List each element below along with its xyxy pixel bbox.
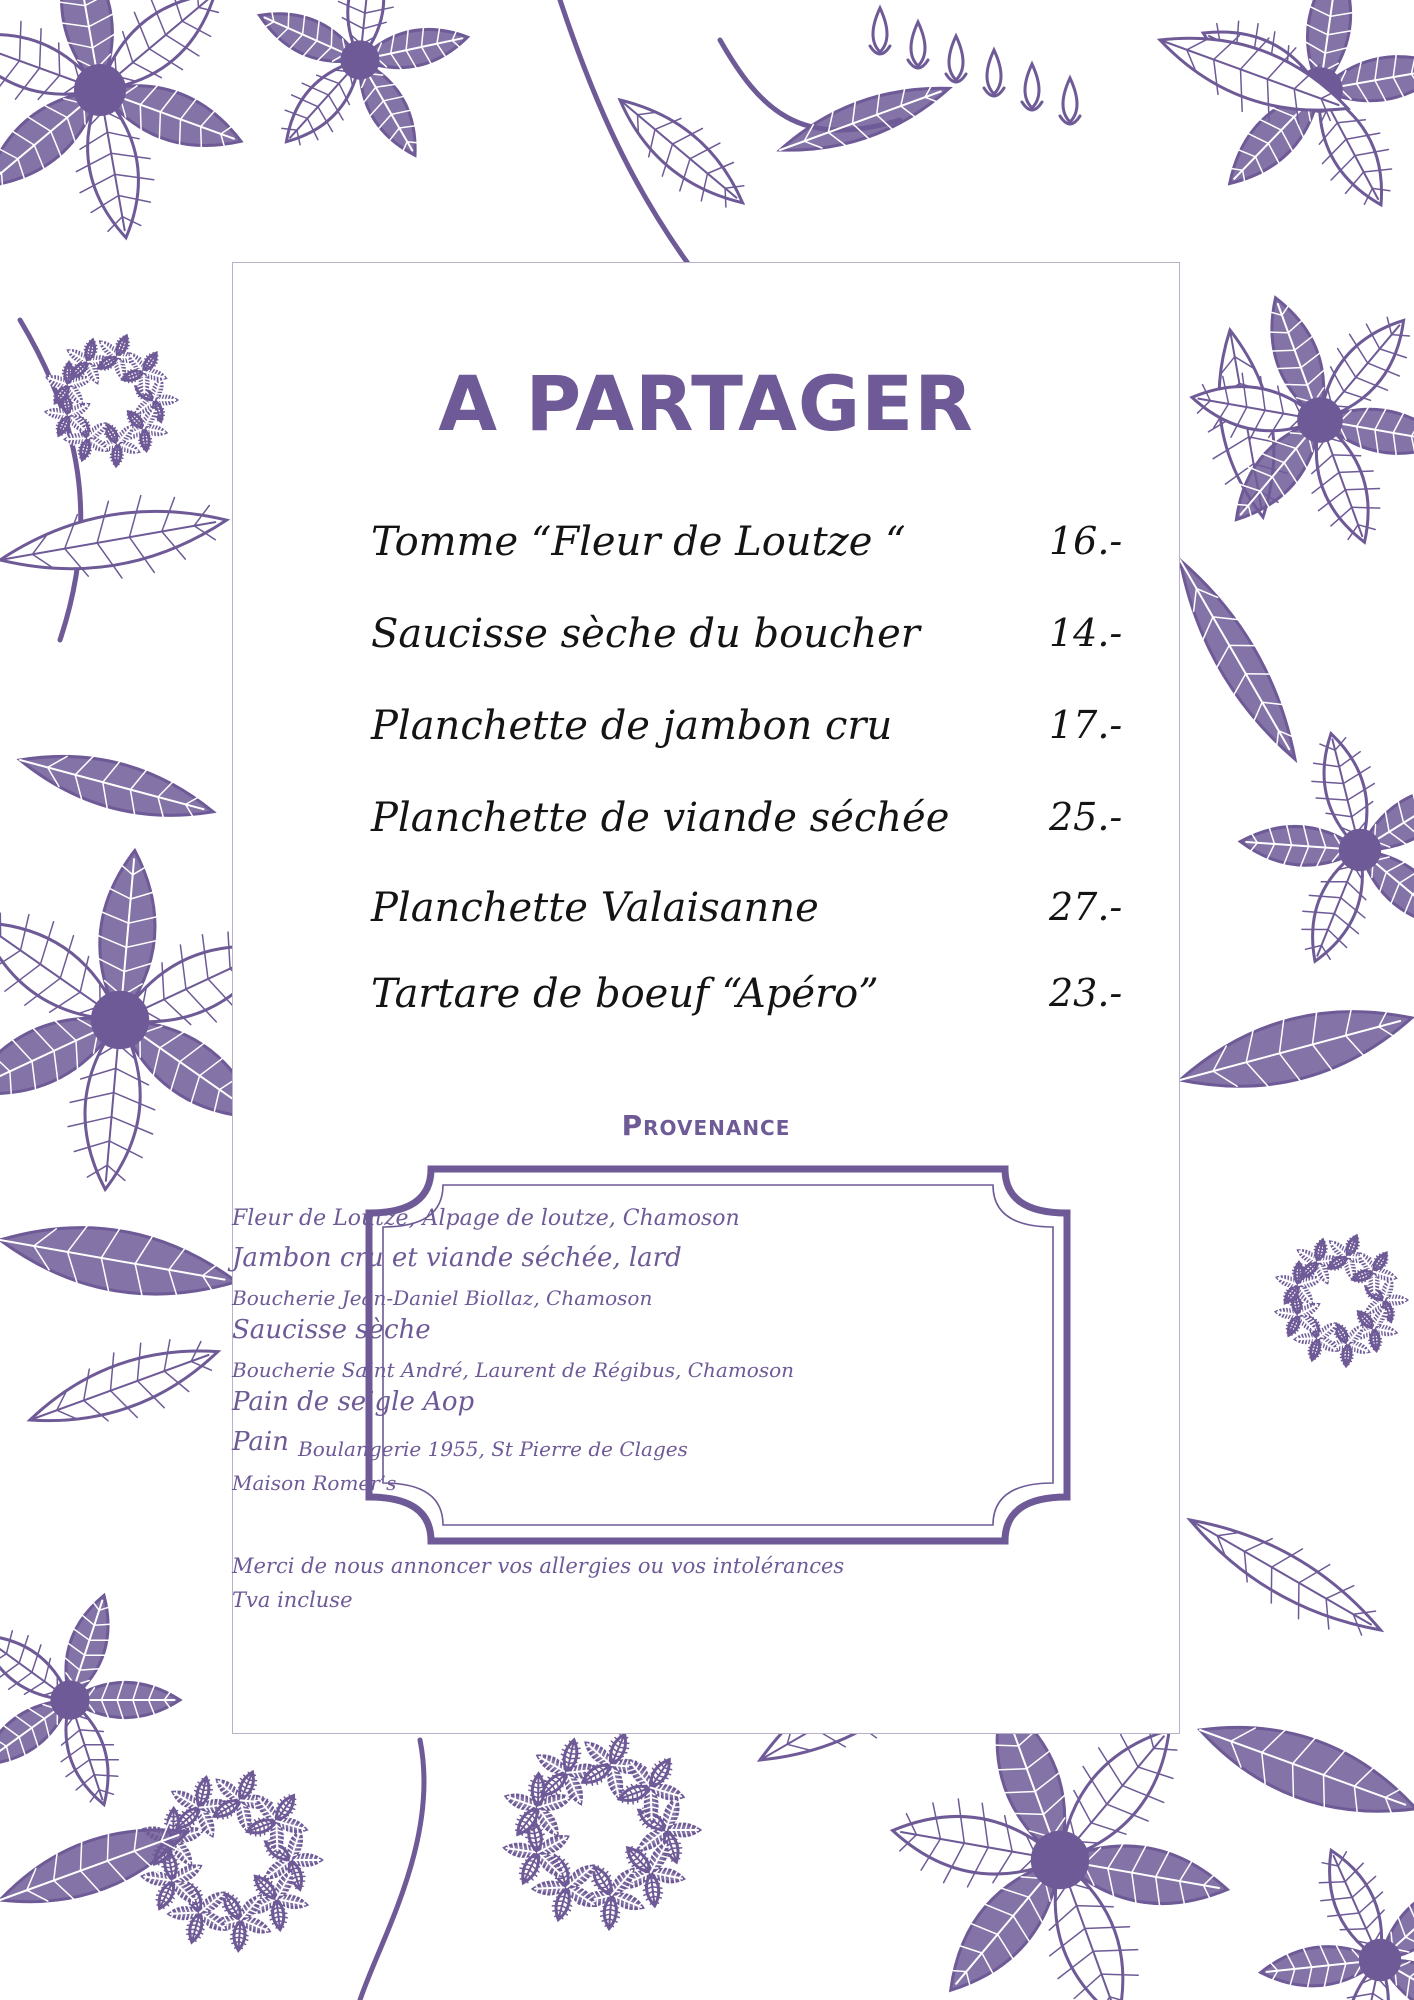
provenance-line: Boulangerie 1955, St Pierre de Clages [298,1437,688,1461]
menu-item-price: 16.- [1049,519,1123,563]
tva-note: Tva incluse [232,1588,353,1612]
provenance-line: Saucisse sèche [232,1315,431,1345]
menu-item-name: Saucisse sèche du boucher [371,611,920,657]
menu-item-name: Planchette de viande séchée [371,795,950,841]
menu-item [371,795,1123,855]
menu-item-name: Tomme “Fleur de Loutze “ [371,519,906,565]
provenance-line: Maison Romer’s [232,1471,397,1495]
menu-item-price: 17.- [1049,703,1123,747]
provenance-line: Pain de seigle Aop [232,1387,475,1417]
menu-item [371,611,1123,671]
menu-item [371,703,1123,763]
provenance-line: Pain [232,1427,289,1457]
menu-item [371,971,1123,1031]
menu-item-price: 14.- [1049,611,1123,655]
menu-item [371,519,1123,579]
menu-item-name: Planchette Valaisanne [371,885,819,931]
provenance-title: Provenance [621,1109,791,1142]
menu-item-price: 25.- [1049,795,1123,839]
menu-item-price: 27.- [1049,885,1123,929]
menu-item-name: Planchette de jambon cru [371,703,893,749]
provenance-line: Boucherie Jean-Daniel Biollaz, Chamoson [232,1286,653,1310]
allergy-note: Merci de nous annoncer vos allergies ou vos intolérances [232,1554,845,1578]
menu-item-name: Tartare de boeuf “Apéro” [371,971,879,1017]
menu-item [371,885,1123,945]
provenance-line: Fleur de Loutze, Alpage de loutze, Chamoson [232,1206,740,1231]
provenance-line: Jambon cru et viande séchée, lard [232,1243,682,1273]
provenance-line: Boucherie Saint André, Laurent de Régibus, Chamoson [232,1358,795,1382]
menu-card [232,262,1180,1734]
page-title: A PARTAGER [438,359,974,448]
menu-item-price: 23.- [1049,971,1123,1015]
